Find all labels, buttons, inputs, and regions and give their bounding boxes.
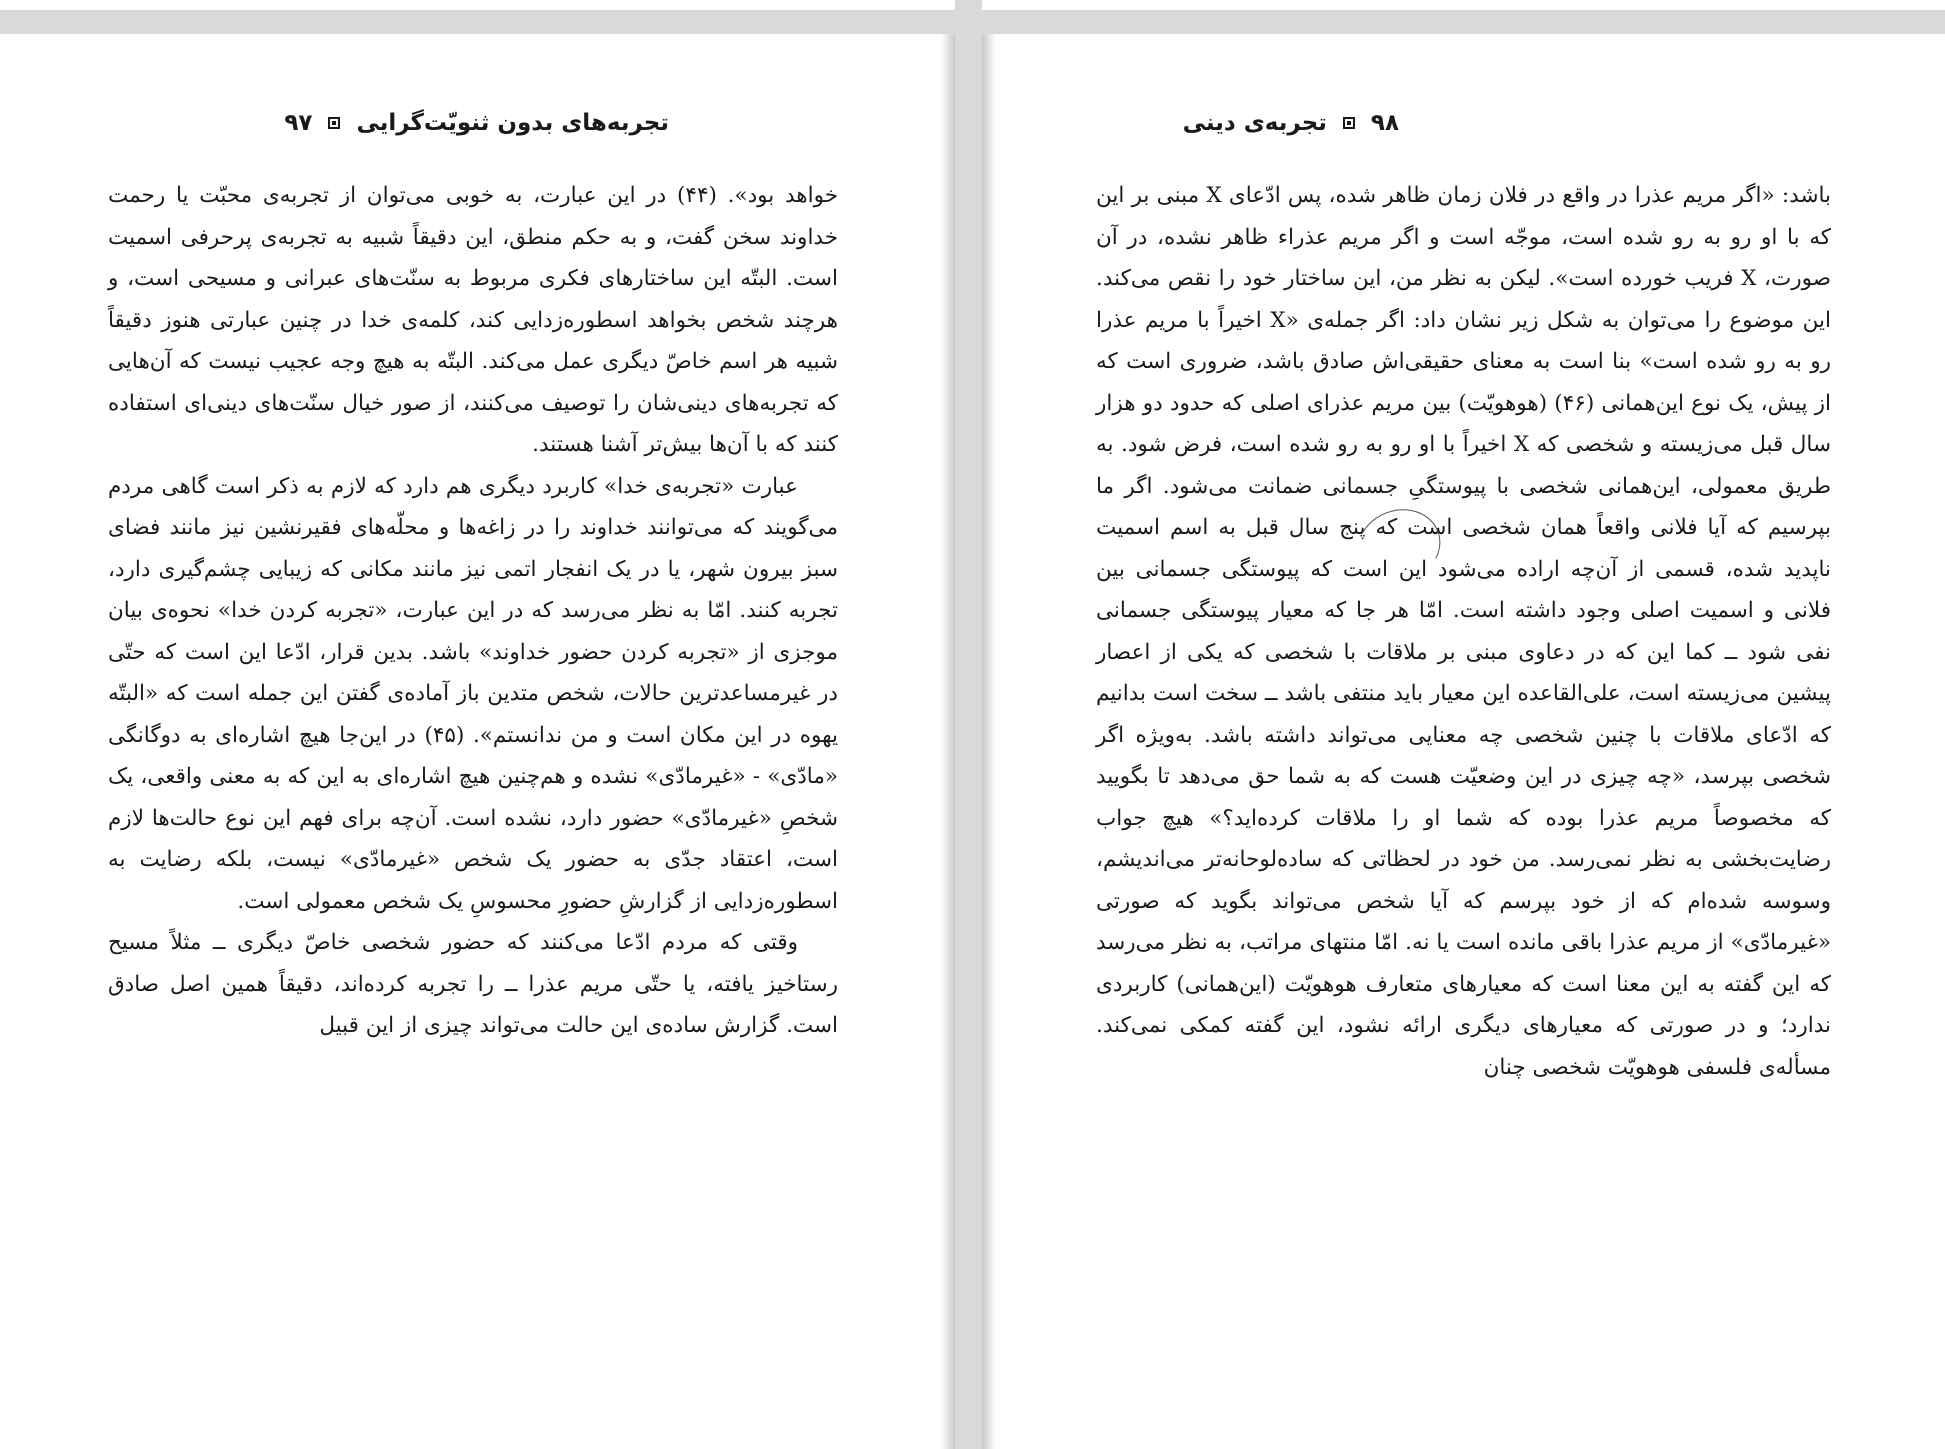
page-98 — [982, 34, 1945, 1449]
page-97 — [0, 34, 955, 1449]
paragraph: وقتی که مردم ادّعا می‌کنند که حضور شخصی خاصّ دیگری ــ مثلاً مسیح رستاخیز یافته، یا حتّی مریم عذرا ــ را تجربه کرده‌اند، دقیقاً همین اصل صادق است. گزارش ساده‌ی این حالت می‌تواند چیزی از این قبیل — [108, 930, 838, 1038]
page-body-text — [1096, 175, 1831, 1088]
running-header-title: تجربه‌های بدون ثنویّت‌گرایی — [356, 110, 669, 136]
running-header — [1183, 110, 1399, 136]
paragraph: باشد: «اگر مریم عذرا در واقع در فلان زمان ظاهر شده، پس ادّعای X مبنی بر این که با او رو به رو شده است، موجّه است و اگر مریم عذراء ظاهر نشده، در آن صورت، X فریب خورده است». لیکن به نظر من، این ساختار خود را نقص می‌کند. این موضوع را می‌توان به شکل زیر نشان داد: اگر جمله‌ی «X اخیراً با مریم عذرا رو به رو شده است» بنا است به معنای حقیقی‌اش صادق باشد، ضروری است که از پیش، یک نوع این‌همانی (۴۶) (هوهویّت) بین مریم عذرای اصلی که حدود دو هزار سال قبل می‌زیسته و شخصی که X اخیراً با او رو به رو شده است، فرض شود. به طریق معمولی، این‌همانی شخصی با پیوستگیِ جسمانی ضمانت می‌شود. اگر ما بپرسیم که آیا فلانی واقعاً همان شخصی است که پنج سال قبل به اسم اسمیت ناپدید شده، قسمی از آن‌چه اراده می‌شود این است که پیوستگی جسمانی بین فلانی و اسمیت اصلی وجود داشته است. امّا هر جا که معیار پیوستگی جسمانی نفی شود ــ کما این که در دعاوی مبنی بر ملاقات با شخصی که یکی از اعصار پیشین می‌زیسته است، علی‌القاعده این معیار باید منتفی باشد ــ سخت است بدانیم که ادّعای ملاقات با چنین شخصی چه معنایی می‌تواند داشته باشد. به‌ویژه اگر شخصی بپرسد، «چه چیزی در این وضعیّت هست که به شما حق می‌دهد تا بگویید که مخصوصاً مریم عذرا بوده که شما او را ملاقات کرده‌اید؟» هیچ جواب رضایت‌بخشی به نظر نمی‌رسد. من خود در لحظاتی که ساده‌لوحانه‌تر می‌اندیشم، وسوسه شده‌ام که از خود بپرسم که آیا شخص می‌تواند بگوید که صورتی «غیرمادّی» از مریم عذرا باقی مانده است یا نه. امّا منتهای مراتب، به نظر می‌رسد که این گفته به این معنا است که معیارهای متعارف هوهویّت (این‌همانی) کاربردی ندارد؛ و در صورتی که معیارهای دیگری ارائه نشود، این گفته کمکی نمی‌کند. مسأله‌ی فلسفی هوهویّت شخصی چنان — [1096, 183, 1831, 1080]
paragraph: خواهد بود». (۴۴) در این عبارت، به خوبی می‌توان از تجربه‌ی محبّت یا رحمت خداوند سخن گفت، و به حکم منطق، این دقیقاً شبیه به تجربه‌ی پرحرفی اسمیت است. البتّه این ساختارهای فکری مربوط به سنّت‌های عبرانی و مسیحی است، و هرچند شخص بخواهد اسطوره‌زدایی کند، کلمه‌ی خدا در چنین عبارتی هنوز دقیقاً شبیه هر اسم خاصّ دیگری عمل می‌کند. البتّه به هیچ وجه عجیب نیست که آن‌هایی که تجربه‌های دینی‌شان را توصیف می‌کنند، از صور خیال سنّت‌های دینی‌ای استفاده کنند که با آن‌ها بیش‌تر آشنا هستند. — [108, 183, 838, 457]
running-header — [284, 110, 669, 136]
gutter-shadow — [982, 34, 996, 1449]
page-number: ۹۷ — [284, 110, 313, 136]
paragraph: عبارت «تجربه‌ی خدا» کاربرد دیگری هم دارد که لازم به ذکر است گاهی مردم می‌گویند که می‌توانند خداوند را در زاغه‌ها و محلّه‌های فقیرنشین نیز مانند فضای سبز بیرون شهر، یا در یک انفجار اتمی نیز مانند مکانی که زیبایی چشم‌گیری دارد، تجربه کنند. امّا به نظر می‌رسد که در این عبارت، «تجربه کردن خدا» نحوه‌ی بیان موجزی از «تجربه کردن حضور خداوند» باشد. بدین قرار، ادّعا این است که حتّی در غیرمساعدترین حالات، شخص متدین باز آماده‌ی گفتن این جمله است که «البتّه یهوه در این مکان است و من ندانستم». (۴۵) در این‌جا هیچ اشاره‌ای به دوگانگی «مادّی» - «غیرمادّی» نشده و هم‌چنین هیچ اشاره‌ای به این که به معنی واقعی، یک شخصِ «غیرمادّی» حضور دارد، نشده است. آن‌چه برای فهم این نوع حالت‌ها لازم است، اعتقاد جدّی به حضور یک شخص «غیرمادّی» نیست، بلکه رضایت به اسطوره‌زدایی از گزارشِ حضورِ محسوسِ یک شخص معمولی است. — [108, 473, 838, 914]
square-ornament-icon — [1343, 117, 1355, 129]
previous-page-edge-right — [982, 0, 1945, 10]
gutter-shadow — [941, 34, 955, 1449]
page-number: ۹۸ — [1370, 110, 1399, 136]
square-ornament-icon — [328, 117, 340, 129]
previous-page-edge-left — [0, 0, 955, 10]
running-header-title: تجربه‌ی دینی — [1182, 110, 1327, 136]
page-body-text — [108, 175, 838, 1047]
